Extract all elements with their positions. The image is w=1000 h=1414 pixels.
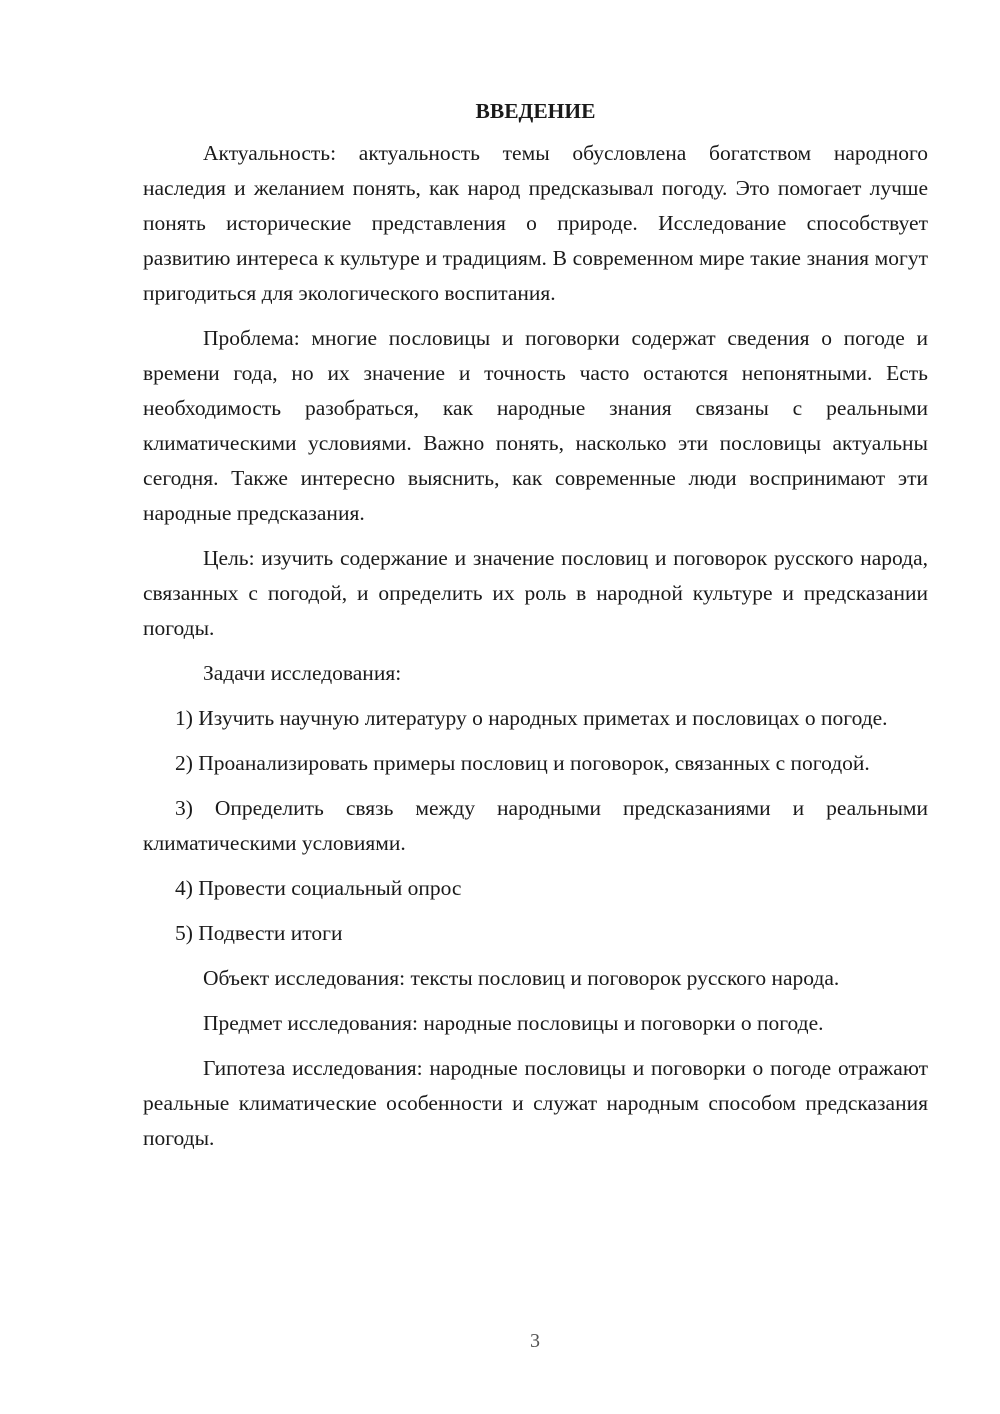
task-item-5: 5) Подвести итоги <box>175 921 343 945</box>
paragraph-relevance: Актуальность: актуальность темы обусловлена богатством народного наследия и желанием понять, как народ предсказывал погоду. Это помогает лучше понять исторические представления о природе. Исследование способствует развитию интереса к культуре и традициям. В современном мире такие знания могут пригодиться для экологического воспитания. <box>143 141 928 305</box>
task-item-3: 3) Определить связь между народными предсказаниями и реальными климатическими условиями. <box>143 796 928 855</box>
task-item-4: 4) Провести социальный опрос <box>175 876 462 900</box>
document-page <box>143 96 928 1166</box>
paragraph-goal: Цель: изучить содержание и значение пословиц и поговорок русского народа, связанных с погодой, и определить их роль в народной культуре и предсказании погоды. <box>143 546 928 640</box>
task-item-2: 2) Проанализировать примеры пословиц и поговорок, связанных с погодой. <box>175 751 870 775</box>
task-item-1: 1) Изучить научную литературу о народных приметах и пословицах о погоде. <box>175 706 888 730</box>
paragraph-problem: Проблема: многие пословицы и поговорки содержат сведения о погоде и времени года, но их значение и точность часто остаются непонятными. Есть необходимость разобраться, как народные знания связаны с реальными климатическими условиями. Важно понять, насколько эти пословицы актуальны сегодня. Также интересно выяснить, как современные люди воспринимают эти народные предсказания. <box>143 326 928 525</box>
page-number: 3 <box>530 1330 540 1352</box>
paragraph-subject: Предмет исследования: народные пословицы и поговорки о погоде. <box>203 1011 824 1035</box>
paragraph-hypothesis: Гипотеза исследования: народные пословицы и поговорки о погоде отражают реальные климатические особенности и служат народным способом предсказания погоды. <box>143 1056 928 1150</box>
section-title: ВВЕДЕНИЕ <box>475 99 596 123</box>
paragraph-tasks-heading: Задачи исследования: <box>203 661 402 685</box>
paragraph-object: Объект исследования: тексты пословиц и поговорок русского народа. <box>203 966 840 990</box>
